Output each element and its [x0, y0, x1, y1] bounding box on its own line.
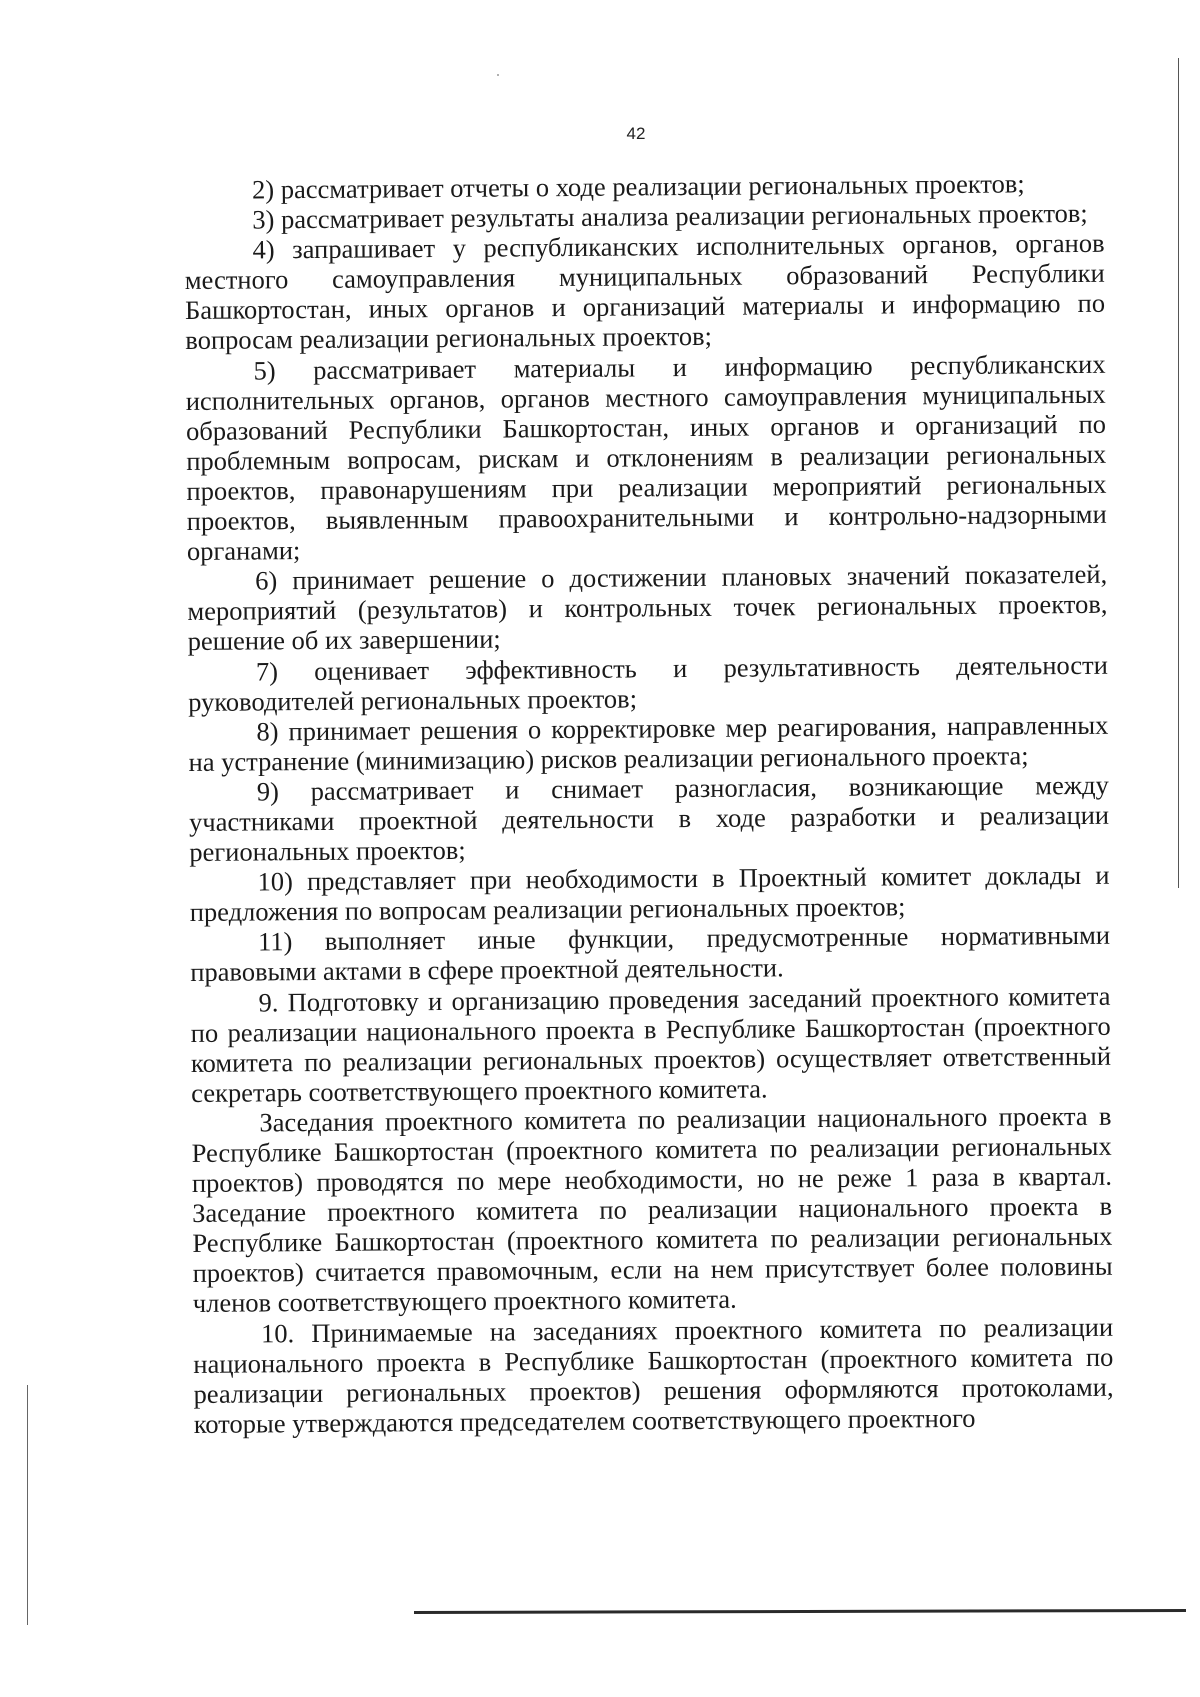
paragraph-section-9: 9. Подготовку и организацию проведения заседаний проектного комитета по реализации национального проекта в Республике Башкортостан (проектного комитета по реализации региональных проектов) осуществляет ответственный секретарь соответствующего проектного комитета. [190, 980, 1112, 1108]
paragraph-item-11: 11) выполняет иные функции, предусмотренные нормативными правовыми актами в сфере проектной деятельности. [190, 920, 1111, 988]
bottom-scan-line [414, 1609, 1186, 1614]
paragraph-item-2: 2) рассматривает отчеты о ходе реализации региональных проектов; [251, 168, 1025, 205]
paragraph-item-7: 7) оценивает эффективность и результативность деятельности руководителей региональных проектов; [188, 649, 1108, 717]
paragraph-section-10: 10. Принимаемые на заседаниях проектного комитета по реализации национального проекта в Республике Башкортостан (проектного комитета по реализации региональных проектов) решения оформляются протоколами, которые утверждаются председателем соответствующего проектного [193, 1311, 1114, 1439]
paragraph-item-4: 4) запрашивает у республиканских исполнительных органов, органов местного самоуправления муниципальных образований Республики Башкортостан, иных органов и организаций материалы и информацию по вопросам реализации региональных проектов; [184, 227, 1106, 356]
paragraph-meetings: Заседания проектного комитета по реализации национального проекта в Республике Башкортостан (проектного комитета по реализации региональных проектов) проводятся по мере необходимости, но не реже 1 раза в квартал. Заседание проектного комитета по реализации национального проекта в Республике Башкортостан (проектного комитета по реализации региональных проектов) считается правомочным, если на нем присутствует более половины членов соответствующего проектного комитета. [191, 1100, 1113, 1319]
scan-edge-line-right [1178, 58, 1179, 888]
paragraph-item-5: 5) рассматривает материалы и информацию республиканских исполнительных органов, органов местного самоуправления муниципальных образований Республики Башкортостан, иных органов и организаций по проблемным вопросам, рискам и отклонениям в реализации региональных проектов, правонарушениям при реализации мероприятий региональных проектов, выявленным правоохранительными и контрольно-надзорными органами; [185, 348, 1107, 567]
paragraph-item-10: 10) представляет при необходимости в Проектный комитет доклады и предложения по вопросам реализации региональных проектов; [189, 859, 1110, 928]
paragraph-item-6: 6) принимает решение о достижении плановых значений показателей, мероприятий (результатов) и контрольных точек региональных проектов, решение об их завершении; [187, 558, 1108, 657]
paragraph-item-8: 8) принимает решения о корректировке мер реагирования, направленных на устранение (минимизацию) рисков реализации регионального проекта; [188, 709, 1109, 777]
page-number: 42 [626, 124, 646, 143]
scan-speck [497, 74, 499, 76]
paragraph-item-9: 9) рассматривает и снимает разногласия, возникающие между участниками проектной деятельности в ходе разработки и реализации региональных проектов; [188, 769, 1110, 868]
scan-edge-line-left [27, 1385, 28, 1625]
paragraph-item-3: 3) рассматривает результаты анализа реализации региональных проектов; [252, 197, 1088, 235]
document-body [184, 168, 1114, 1439]
